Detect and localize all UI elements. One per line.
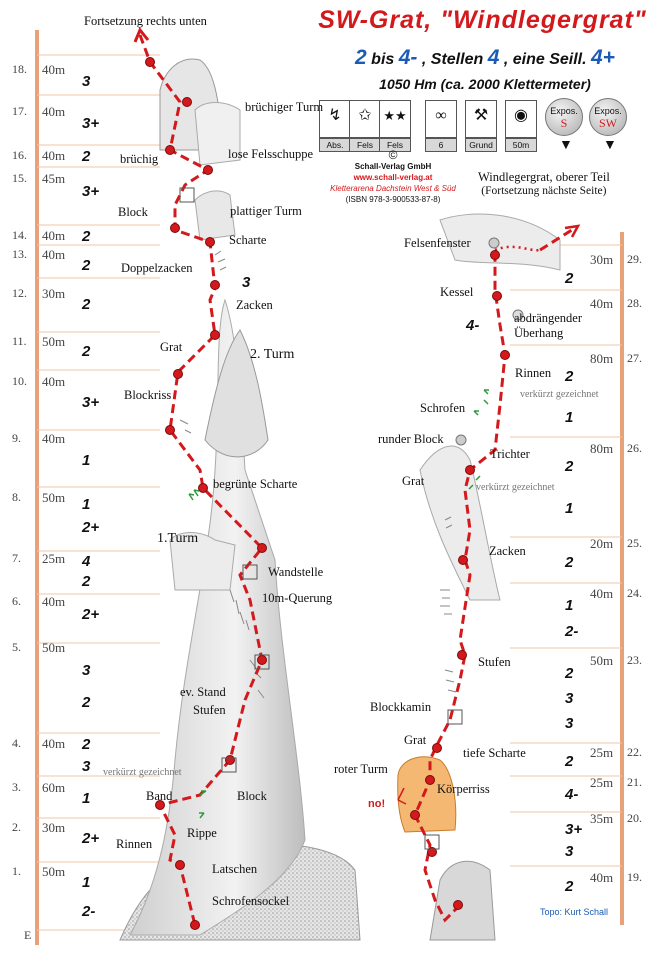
pitch-length: 50m xyxy=(590,653,614,668)
arrow-down-icon: ▼ xyxy=(559,138,573,153)
pitch-grade: 2 xyxy=(565,270,574,287)
route-grade xyxy=(320,46,650,70)
pitch-grade: 2+ xyxy=(82,606,100,623)
feature-label: Rinnen xyxy=(116,837,153,851)
publisher-name: Schall-Verlag GmbH xyxy=(354,162,432,171)
feature-label: Block xyxy=(118,205,148,219)
feature-label: runder Block xyxy=(378,432,444,446)
abseil-icon: ↯ xyxy=(319,100,351,138)
pitch-grade: 3+ xyxy=(565,821,583,838)
pitch-grade: 2 xyxy=(565,753,574,770)
publisher-isbn: (ISBN 978-3-900533-87-8) xyxy=(345,195,441,204)
rope-icon: ◉ xyxy=(505,100,537,138)
pitch-number: 4. xyxy=(12,736,21,750)
icon-rock xyxy=(379,100,411,152)
pitch-length: 40m xyxy=(590,870,614,885)
pitch-number: 28. xyxy=(627,296,642,310)
pitch-number: 27. xyxy=(627,351,642,365)
grade-bis: bis xyxy=(371,51,395,68)
pitch-length: 25m xyxy=(42,551,66,566)
exposure-s-badge xyxy=(545,98,583,136)
feature-label: Doppelzacken xyxy=(121,261,193,275)
pitch-length: 20m xyxy=(590,536,614,551)
pitch-length: 30m xyxy=(590,252,614,267)
exposure-label: Expos. xyxy=(550,106,578,116)
star-one-icon: ✩ xyxy=(349,100,381,138)
icon-equipment xyxy=(465,100,497,152)
feature-label: begrünte Scharte xyxy=(213,477,298,491)
pitch-grade: 3 xyxy=(82,73,91,90)
pitch-grade: 2 xyxy=(82,148,91,165)
pitch-grade: 1 xyxy=(82,452,91,469)
pitch-number: 17. xyxy=(12,104,27,118)
publisher-info xyxy=(318,150,468,205)
grade-max: 4- xyxy=(398,46,418,69)
pitch-grade: 1 xyxy=(565,409,574,426)
pitch-length: 80m xyxy=(590,441,614,456)
pitch-length: 50m xyxy=(42,864,66,879)
pitch-grade: 3 xyxy=(565,715,574,732)
pitch-grade: 2 xyxy=(82,736,91,753)
grade-stellen-label: , Stellen xyxy=(421,51,484,68)
feature-label: Überhang xyxy=(514,326,564,340)
equipment-label: Grund xyxy=(465,138,497,152)
pitch-length: 25m xyxy=(590,775,614,790)
pitch-length: 40m xyxy=(42,62,66,77)
pitch-grade: 2- xyxy=(565,623,579,640)
pitch-length: 35m xyxy=(590,811,614,826)
feature-label: Latschen xyxy=(212,862,258,876)
pitch-number: 29. xyxy=(627,252,642,266)
rope-label: 50m xyxy=(505,138,537,152)
feature-label: Grat xyxy=(402,474,425,488)
exposure-label: Expos. xyxy=(594,106,622,116)
pitch-number: 21. xyxy=(627,775,642,789)
feature-label: Stufen xyxy=(193,703,226,717)
pitch-grade: 2 xyxy=(82,257,91,274)
icon-quickdraw xyxy=(425,100,457,152)
feature-label: 1.Turm xyxy=(157,531,199,546)
pitch-number: 19. xyxy=(627,870,642,884)
feature-label: Grat xyxy=(160,340,183,354)
start-label: E xyxy=(24,928,32,942)
pitch-grade: 1 xyxy=(82,790,91,807)
equipment-icon: ⚒ xyxy=(465,100,497,138)
pitch-grade: 2- xyxy=(82,903,96,920)
fels-label: Fels xyxy=(349,138,381,152)
grade-min: 2 xyxy=(355,46,367,69)
pitch-grade: 2 xyxy=(565,878,574,895)
pitch-length: 25m xyxy=(590,745,614,760)
route-height: 1050 Hm (ca. 2000 Klettermeter) xyxy=(379,76,591,92)
pitch-grade: 2 xyxy=(82,694,91,711)
feature-label: Körperriss xyxy=(437,782,490,796)
feature-label: abdrängender xyxy=(514,311,583,325)
pitch-grade: 2+ xyxy=(82,519,100,536)
pitch-length: 50m xyxy=(42,490,66,505)
pitch-number: 23. xyxy=(627,653,642,667)
pitch-grade: 1 xyxy=(82,874,91,891)
feature-label: Rippe xyxy=(187,826,217,840)
pitch-number: 14. xyxy=(12,228,27,242)
pitch-length: 45m xyxy=(42,171,66,186)
pitch-number: 10. xyxy=(12,374,27,388)
pitch-grade: 2 xyxy=(82,228,91,245)
pitch-length: 40m xyxy=(42,374,66,389)
feature-label: 10m-Querung xyxy=(262,591,333,605)
pitch-length: 50m xyxy=(42,640,66,655)
pitch-number: 5. xyxy=(12,640,21,654)
feature-label: tiefe Scharte xyxy=(463,746,526,760)
pitch-length: 40m xyxy=(42,431,66,446)
pitch-number: 13. xyxy=(12,247,27,261)
pitch-number: 1. xyxy=(12,864,21,878)
pitch-number: 18. xyxy=(12,62,27,76)
pitch-number: 25. xyxy=(627,536,642,550)
rock-quality-label: Fels xyxy=(379,138,411,152)
feature-label: lose Felsschuppe xyxy=(228,147,314,161)
feature-label: Band xyxy=(146,789,173,803)
pitch-number: 26. xyxy=(627,441,642,455)
feature-label: Block xyxy=(237,789,267,803)
pitch-number: 20. xyxy=(627,811,642,825)
feature-label: Rinnen xyxy=(515,366,552,380)
pitch-grade: 2 xyxy=(82,296,91,313)
pitch-length: 40m xyxy=(590,586,614,601)
feature-label: Zacken xyxy=(489,544,526,558)
pitch-length: 40m xyxy=(42,247,66,262)
feature-label: roter Turm xyxy=(334,762,388,776)
feature-label: Grat xyxy=(404,733,427,747)
arrow-down-icon: ▼ xyxy=(603,138,617,153)
pitch-length: 40m xyxy=(42,594,66,609)
pitch-number: 7. xyxy=(12,551,21,565)
pitch-length: 30m xyxy=(42,820,66,835)
section-heading-sub: (Fortsetzung nächste Seite) xyxy=(481,185,607,197)
feature-label: Scharte xyxy=(229,233,267,247)
pitch-grade: 3 xyxy=(565,690,574,707)
icon-abseil xyxy=(319,100,351,152)
grade-seill-label: , eine Seill. xyxy=(503,51,587,68)
pitch-grade: 3+ xyxy=(82,394,100,411)
pitch-grade: 2 xyxy=(82,573,91,590)
pitch-length: 40m xyxy=(42,736,66,751)
pitch-length: 50m xyxy=(42,334,66,349)
feature-label: Zacken xyxy=(236,298,273,312)
pitch-number: 11. xyxy=(12,334,27,348)
feature-label: Trichter xyxy=(490,447,530,461)
pitch-number: 8. xyxy=(12,490,21,504)
shortened-note: verkürzt gezeichnet xyxy=(520,389,599,400)
pitch-grade: 4- xyxy=(565,786,579,803)
feature-label: plattiger Turm xyxy=(230,204,302,218)
pitch-number: 24. xyxy=(627,586,642,600)
exposure-dir: S xyxy=(560,116,568,130)
pitch-grade: 2 xyxy=(565,554,574,571)
pitch-number: 6. xyxy=(12,594,21,608)
pitch-grade: 1 xyxy=(565,500,574,517)
feature-label: Schrofen xyxy=(420,401,466,415)
rock-quality-icon: ★★ xyxy=(379,100,411,138)
feature-label: Felsenfenster xyxy=(404,236,471,250)
pitch-number: 2. xyxy=(12,820,21,834)
pitch-grade: 2 xyxy=(565,458,574,475)
copyright-icon: © xyxy=(388,148,398,162)
pitch-grade: 2 xyxy=(565,665,574,682)
feature-label: brüchiger Turm xyxy=(245,100,324,114)
pitch-number: 3. xyxy=(12,780,21,794)
pitch-grade: 3 xyxy=(82,662,91,679)
feature-label: Stufen xyxy=(478,655,511,669)
shortened-note: verkürzt gezeichnet xyxy=(103,767,182,778)
feature-label: Schrofensockel xyxy=(212,894,290,908)
pitch-grade: 1 xyxy=(565,597,574,614)
feature-label: ev. Stand xyxy=(180,685,226,699)
continuation-note: Fortsetzung rechts unten xyxy=(84,14,207,28)
publisher-book: Kletterarena Dachstein West & Süd xyxy=(330,184,456,193)
pitch-number: 16. xyxy=(12,148,27,162)
pitch-length: 40m xyxy=(42,104,66,119)
icon-rope xyxy=(505,100,537,152)
pitch-grade: 1 xyxy=(82,496,91,513)
pitch-length: 40m xyxy=(42,228,66,243)
exposure-sw-badge xyxy=(589,98,627,136)
publisher-url: www.schall-verlag.at xyxy=(353,173,433,182)
feature-label: Blockriss xyxy=(124,388,172,402)
pitch-length: 40m xyxy=(42,148,66,163)
pitch-length: 40m xyxy=(590,296,614,311)
pitch-length: 30m xyxy=(42,286,66,301)
feature-label: 2. Turm xyxy=(250,347,295,362)
feature-label: Wandstelle xyxy=(268,565,324,579)
feature-label: Blockkamin xyxy=(370,700,432,714)
icon-star xyxy=(349,100,381,152)
quickdraw-label: 6 xyxy=(425,138,457,152)
pitch-grade: 4 xyxy=(82,553,91,570)
pitch-grade: 3+ xyxy=(82,183,100,200)
pitch-number: 12. xyxy=(12,286,27,300)
pitch-grade: 2 xyxy=(82,343,91,360)
pitch-length: 80m xyxy=(590,351,614,366)
pitch-grade: 3 xyxy=(242,274,251,291)
route-title: SW-Grat, "Windlegergrat" xyxy=(318,6,647,34)
shortened-note: verkürzt gezeichnet xyxy=(476,482,555,493)
warning-label: no! xyxy=(368,798,386,810)
abseil-label: Abs. xyxy=(319,138,351,152)
pitch-grade: 3+ xyxy=(82,115,100,132)
pitch-grade: 3 xyxy=(82,758,91,775)
section-heading xyxy=(478,170,610,198)
pitch-grade: 3 xyxy=(565,843,574,860)
quickdraw-icon: ∞ xyxy=(425,100,457,138)
grade-seill: 4+ xyxy=(591,46,615,69)
pitch-number: 15. xyxy=(12,171,27,185)
feature-label: Kessel xyxy=(440,285,474,299)
pitch-grade: 2 xyxy=(565,368,574,385)
exposure-dir: SW xyxy=(599,116,617,130)
pitch-grade: 2+ xyxy=(82,830,100,847)
credit: Topo: Kurt Schall xyxy=(540,907,609,917)
pitch-number: 22. xyxy=(627,745,642,759)
pitch-number: 9. xyxy=(12,431,21,445)
pitch-grade: 4- xyxy=(466,317,480,334)
grade-stellen: 4 xyxy=(487,46,500,69)
feature-label: brüchig xyxy=(120,152,159,166)
section-heading-title: Windlegergrat, oberer Teil xyxy=(478,170,610,184)
pitch-length: 60m xyxy=(42,780,66,795)
